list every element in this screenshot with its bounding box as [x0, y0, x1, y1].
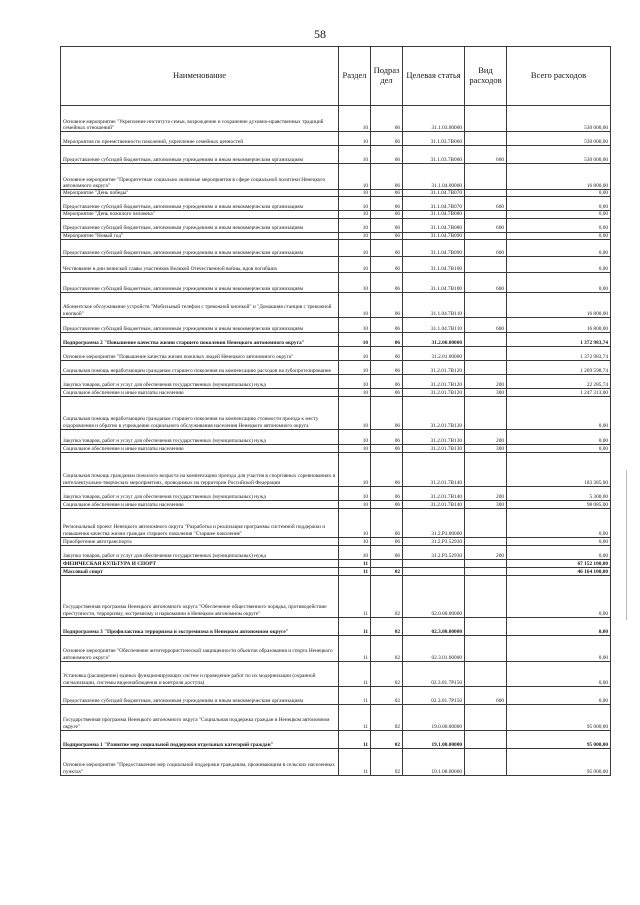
cell-section: 10	[339, 486, 371, 500]
cell-name: Основное мероприятие "Обеспечение антитеррористической защищенности объектов образования и спорта Ненецкого автономного округа"	[61, 635, 339, 661]
cell-subsection: 02	[371, 661, 403, 686]
cell-name: Социальная помощь неработающим гражданам старшего поколения на компенсацию расходов на зубопротезирование	[61, 360, 339, 374]
cell-total: 0,00	[507, 537, 611, 545]
cell-name: Социальная помощь неработающим гражданам старшего поколения на компенсацию стоимости проезда к месту оздоровления и обратно в учреждение социального обслуживания населения Ненецкого автономного округа	[61, 396, 339, 429]
cell-expense-type	[465, 190, 507, 197]
cell-target	[403, 559, 465, 567]
cell-subsection: 02	[371, 730, 403, 748]
table-row	[61, 500, 611, 508]
cell-target: 31.1.04.7В070	[403, 197, 465, 211]
cell-total: 0,00	[507, 239, 611, 256]
cell-target: 31.1.04.7В100	[403, 272, 465, 292]
cell-section: 10	[339, 429, 371, 444]
cell-section: 11	[339, 730, 371, 748]
cell-section: 10	[339, 197, 371, 211]
cell-total: 530 000,00	[507, 106, 611, 132]
cell-name: Предоставление субсидий бюджетным, автономным учреждениям и иным некоммерческим организациям	[61, 239, 339, 256]
cell-expense-type: 300	[465, 388, 507, 396]
cell-target: 31.2.01.7В140	[403, 500, 465, 508]
cell-expense-type	[465, 730, 507, 748]
table-row	[61, 360, 611, 374]
cell-subsection: 06	[371, 256, 403, 272]
cell-name: Мероприятие "День пожилого человека"	[61, 211, 339, 218]
cell-total: 103 385,00	[507, 452, 611, 486]
table-row	[61, 575, 611, 617]
header-total: Всего расходов	[507, 47, 611, 106]
cell-subsection: 02	[371, 686, 403, 704]
cell-target: 31.1.04.7В080	[403, 218, 465, 232]
cell-expense-type: 200	[465, 486, 507, 500]
header-name: Наименование	[61, 47, 339, 106]
cell-total: 0,00	[507, 617, 611, 635]
table-row	[61, 332, 611, 346]
cell-section: 10	[339, 132, 371, 146]
cell-total: 95 000,00	[507, 704, 611, 730]
cell-expense-type	[465, 537, 507, 545]
cell-section: 11	[339, 575, 371, 617]
cell-total: 98 085,00	[507, 500, 611, 508]
cell-subsection: 06	[371, 429, 403, 444]
cell-subsection: 06	[371, 486, 403, 500]
cell-total: 0,00	[507, 272, 611, 292]
cell-total: 0,00	[507, 635, 611, 661]
cell-expense-type	[465, 452, 507, 486]
table-row	[61, 146, 611, 164]
cell-subsection: 06	[371, 508, 403, 537]
cell-target: 31.2.01.7В130	[403, 429, 465, 444]
cell-target: 31.1.04.7В090	[403, 239, 465, 256]
cell-expense-type	[465, 292, 507, 317]
cell-section: 10	[339, 500, 371, 508]
cell-section: 10	[339, 292, 371, 317]
cell-total: 0,00	[507, 190, 611, 197]
table-row	[61, 232, 611, 239]
cell-expense-type	[465, 360, 507, 374]
cell-subsection: 06	[371, 537, 403, 545]
cell-expense-type: 600	[465, 317, 507, 332]
cell-subsection: 06	[371, 272, 403, 292]
table-row	[61, 452, 611, 486]
cell-subsection: 06	[371, 292, 403, 317]
cell-name: Массовый спорт	[61, 567, 339, 575]
cell-target: 31.1.04.00000	[403, 164, 465, 190]
cell-total: 95 000,00	[507, 730, 611, 748]
table-row	[61, 686, 611, 704]
cell-subsection: 06	[371, 164, 403, 190]
cell-expense-type: 200	[465, 374, 507, 388]
cell-expense-type: 600	[465, 272, 507, 292]
cell-subsection: 06	[371, 396, 403, 429]
cell-section: 11	[339, 567, 371, 575]
cell-section: 10	[339, 360, 371, 374]
table-row	[61, 346, 611, 360]
cell-total: 16 800,00	[507, 317, 611, 332]
cell-name: Основное мероприятие "Укрепление института семьи, возрождение и сохранение духовно-нравственных традиций семейных отношений"	[61, 106, 339, 132]
cell-expense-type	[465, 661, 507, 686]
cell-name: Установка (расширение) единых функционирующих систем и проведение работ по их модернизации (охранной сигнализации, системы видеонаблюдения и контроля доступа)	[61, 661, 339, 686]
cell-expense-type: 200	[465, 545, 507, 559]
cell-expense-type	[465, 617, 507, 635]
table-body	[61, 106, 611, 776]
cell-name: Предоставление субсидий бюджетным, автономным учреждениям и иным некоммерческим организациям	[61, 686, 339, 704]
cell-total: 22 285,74	[507, 374, 611, 388]
cell-subsection: 06	[371, 106, 403, 132]
cell-name: Основное мероприятие "Предоставление мер социальной поддержки гражданам, проживающим в сельских населенных пунктах"	[61, 748, 339, 775]
table-row	[61, 256, 611, 272]
cell-total: 16 800,00	[507, 292, 611, 317]
cell-total: 46 164 100,00	[507, 567, 611, 575]
cell-total: 0,00	[507, 429, 611, 444]
cell-target: 31.2.01.7В120	[403, 388, 465, 396]
cell-subsection: 02	[371, 575, 403, 617]
cell-total: 0,00	[507, 256, 611, 272]
cell-name: Подпрограмма 3 "Профилактика терроризма и экстремизма в Ненецком автономном округе"	[61, 617, 339, 635]
cell-subsection: 06	[371, 346, 403, 360]
cell-subsection: 06	[371, 317, 403, 332]
page-number: 58	[314, 27, 326, 41]
cell-subsection: 06	[371, 374, 403, 388]
cell-section: 10	[339, 317, 371, 332]
cell-subsection	[371, 559, 403, 567]
cell-name: Социальное обеспечение и иные выплаты населению	[61, 388, 339, 396]
cell-expense-type	[465, 164, 507, 190]
cell-expense-type	[465, 559, 507, 567]
cell-section: 10	[339, 146, 371, 164]
cell-expense-type	[465, 748, 507, 775]
cell-subsection: 06	[371, 146, 403, 164]
table-row	[61, 317, 611, 332]
cell-expense-type	[465, 635, 507, 661]
cell-subsection: 02	[371, 748, 403, 775]
cell-target: 31.1.04.7В070	[403, 190, 465, 197]
cell-name: Чествование в дни воинской славы участников Великой Отечественной войны, вдов погибших	[61, 256, 339, 272]
cell-expense-type	[465, 508, 507, 537]
cell-expense-type: 200	[465, 429, 507, 444]
cell-target: 19.1.08.00000	[403, 748, 465, 775]
cell-section: 10	[339, 332, 371, 346]
cell-section: 10	[339, 388, 371, 396]
cell-expense-type: 600	[465, 146, 507, 164]
cell-expense-type	[465, 396, 507, 429]
cell-expense-type	[465, 256, 507, 272]
cell-subsection: 06	[371, 211, 403, 218]
cell-section: 10	[339, 218, 371, 232]
cell-target: 31.2.01.7В130	[403, 444, 465, 452]
cell-target: 02.0.00.00000	[403, 575, 465, 617]
cell-name: Приобретение автотранспорта	[61, 537, 339, 545]
cell-target: 31.2.01.7В120	[403, 360, 465, 374]
cell-name: Основное мероприятие "Приоритетные социально значимые мероприятия в сфере социальной политики Ненецкого автономного округа"	[61, 164, 339, 190]
cell-subsection: 02	[371, 617, 403, 635]
cell-target: 02.3.00.00000	[403, 617, 465, 635]
cell-subsection: 02	[371, 567, 403, 575]
cell-subsection: 06	[371, 232, 403, 239]
cell-name: Закупка товаров, работ и услуг для обеспечения государственных (муниципальных) нужд	[61, 374, 339, 388]
cell-name: Закупка товаров, работ и услуг для обеспечения государственных (муниципальных) нужд	[61, 545, 339, 559]
cell-name: Предоставление субсидий бюджетным, автономным учреждениям и иным некоммерческим организациям	[61, 218, 339, 232]
cell-name: Подпрограмма 1 "Развитие мер социальной поддержки отдельных категорий граждан"	[61, 730, 339, 748]
cell-subsection: 06	[371, 197, 403, 211]
cell-expense-type	[465, 567, 507, 575]
cell-total: 1 269 598,74	[507, 360, 611, 374]
table-row	[61, 661, 611, 686]
cell-total: 0,00	[507, 545, 611, 559]
cell-target: 31.2.00.00000	[403, 332, 465, 346]
cell-name: Предоставление субсидий бюджетным, автономным учреждениям и иным некоммерческим организациям	[61, 317, 339, 332]
table-row	[61, 211, 611, 218]
cell-expense-type: 600	[465, 218, 507, 232]
cell-target: 31.1.04.7В090	[403, 232, 465, 239]
cell-subsection: 06	[371, 545, 403, 559]
budget-table	[60, 46, 611, 776]
cell-section: 10	[339, 256, 371, 272]
cell-expense-type	[465, 211, 507, 218]
cell-target: 31.1.04.7В080	[403, 211, 465, 218]
cell-total: 1 372 983,74	[507, 332, 611, 346]
cell-subsection: 06	[371, 218, 403, 232]
cell-total: 0,00	[507, 661, 611, 686]
cell-target: 31.2.01.7В140	[403, 486, 465, 500]
cell-target: 31.1.03.7В060	[403, 146, 465, 164]
cell-section: 11	[339, 748, 371, 775]
cell-name: Абонентское обслуживание устройств "Мобильный телефон с тревожной кнопкой" и "Домашняя станция с тревожной кнопкой"	[61, 292, 339, 317]
cell-subsection: 06	[371, 190, 403, 197]
cell-section: 11	[339, 686, 371, 704]
cell-expense-type	[465, 332, 507, 346]
cell-name: Предоставление субсидий бюджетным, автономным учреждениям и иным некоммерческим организациям	[61, 146, 339, 164]
cell-subsection: 06	[371, 500, 403, 508]
table-row	[61, 748, 611, 775]
cell-section: 10	[339, 211, 371, 218]
cell-subsection: 02	[371, 635, 403, 661]
header-target: Целевая статья	[403, 47, 465, 106]
cell-name: ФИЗИЧЕСКАЯ КУЛЬТУРА И СПОРТ	[61, 559, 339, 567]
cell-section: 10	[339, 106, 371, 132]
cell-subsection: 06	[371, 332, 403, 346]
cell-target: 31.1.04.7В110	[403, 317, 465, 332]
table-row	[61, 429, 611, 444]
cell-target: 02.3.01.00000	[403, 635, 465, 661]
cell-target: 31.2.01.7В130	[403, 396, 465, 429]
cell-subsection: 06	[371, 239, 403, 256]
cell-target: 31.2.Р3.52930	[403, 537, 465, 545]
cell-subsection: 06	[371, 388, 403, 396]
cell-target: 31.2.Р3.52930	[403, 545, 465, 559]
cell-target: 31.1.03.00000	[403, 106, 465, 132]
cell-name: Региональный проект Ненецкого автономного округа "Разработка и реализация программы системной поддержки и повышения качества жизни граждан старшего поколения "Старшее поколение"	[61, 508, 339, 537]
table-row	[61, 164, 611, 190]
cell-target: 02.3.01.7Р150	[403, 661, 465, 686]
cell-section: 10	[339, 272, 371, 292]
cell-section: 10	[339, 545, 371, 559]
cell-target: 31.2.01.00000	[403, 346, 465, 360]
cell-name: Социальная помощь гражданам пожилого возраста на компенсацию проезда для участия в спортивных соревнованиях и интеллектуально-творческих мероприятиях, проводимых на территории Российской Федерации	[61, 452, 339, 486]
cell-section: 11	[339, 704, 371, 730]
cell-name: Закупка товаров, работ и услуг для обеспечения государственных (муниципальных) нужд	[61, 429, 339, 444]
cell-total: 0,00	[507, 197, 611, 211]
cell-name: Мероприятие "Новый год"	[61, 232, 339, 239]
table-row	[61, 388, 611, 396]
cell-name: Социальное обеспечение и иные выплаты населению	[61, 444, 339, 452]
table-row	[61, 272, 611, 292]
cell-target: 19.0.00.00000	[403, 704, 465, 730]
cell-subsection: 06	[371, 452, 403, 486]
table-row	[61, 197, 611, 211]
cell-target: 02.3.01.7Р150	[403, 686, 465, 704]
table-row	[61, 617, 611, 635]
cell-section: 10	[339, 444, 371, 452]
cell-subsection: 06	[371, 132, 403, 146]
cell-target	[403, 567, 465, 575]
cell-section: 10	[339, 232, 371, 239]
cell-total: 0,00	[507, 218, 611, 232]
cell-total: 0,00	[507, 232, 611, 239]
cell-target: 31.2.01.7В140	[403, 452, 465, 486]
cell-expense-type	[465, 346, 507, 360]
cell-section: 11	[339, 559, 371, 567]
cell-section: 10	[339, 452, 371, 486]
cell-target: 31.2.Р3.00000	[403, 508, 465, 537]
cell-total: 0,00	[507, 444, 611, 452]
cell-name: Предоставление субсидий бюджетным, автономным учреждениям и иным некоммерческим организациям	[61, 197, 339, 211]
table-row	[61, 635, 611, 661]
cell-name: Основное мероприятие "Повышение качества жизни пожилых людей Ненецкого автономного округа"	[61, 346, 339, 360]
cell-section: 10	[339, 239, 371, 256]
cell-total: 1 247 313,00	[507, 388, 611, 396]
cell-expense-type	[465, 704, 507, 730]
cell-section: 10	[339, 374, 371, 388]
cell-target: 31.1.04.7В100	[403, 256, 465, 272]
cell-total: 530 000,00	[507, 146, 611, 164]
cell-total: 0,00	[507, 211, 611, 218]
table-row	[61, 374, 611, 388]
cell-expense-type	[465, 232, 507, 239]
cell-target: 31.1.04.7В110	[403, 292, 465, 317]
header-expense-type: Вид расходов	[465, 47, 507, 106]
cell-section: 10	[339, 164, 371, 190]
table-row	[61, 559, 611, 567]
cell-total: 5 300,00	[507, 486, 611, 500]
cell-total: 530 000,00	[507, 132, 611, 146]
table-row	[61, 567, 611, 575]
scan-mark	[626, 470, 627, 620]
table-row	[61, 106, 611, 132]
header-subsection: Подраз дел	[371, 47, 403, 106]
cell-name: Государственная программа Ненецкого автономного округа "Социальная поддержка граждан в Ненецком автономном округе"	[61, 704, 339, 730]
table-row	[61, 396, 611, 429]
cell-section: 11	[339, 661, 371, 686]
table-row	[61, 444, 611, 452]
cell-name: Предоставление субсидий бюджетным, автономным учреждениям и иным некоммерческим организациям	[61, 272, 339, 292]
cell-target: 19.1.00.00000	[403, 730, 465, 748]
cell-subsection: 06	[371, 360, 403, 374]
cell-section: 10	[339, 190, 371, 197]
cell-expense-type: 600	[465, 239, 507, 256]
cell-section: 11	[339, 617, 371, 635]
cell-name: Мероприятие "День победы"	[61, 190, 339, 197]
table-row	[61, 537, 611, 545]
cell-section: 10	[339, 537, 371, 545]
cell-total: 0,00	[507, 508, 611, 537]
cell-total: 0,00	[507, 396, 611, 429]
table-row	[61, 132, 611, 146]
table-row	[61, 704, 611, 730]
cell-section: 10	[339, 508, 371, 537]
cell-name: Закупка товаров, работ и услуг для обеспечения государственных (муниципальных) нужд	[61, 486, 339, 500]
table-row	[61, 190, 611, 197]
table-row	[61, 730, 611, 748]
cell-name: Государственная программа Ненецкого автономного округа "Обеспечение общественного порядка, противодействие преступности, терроризму, экстремизму и наркомании в Ненецком автономном округе"	[61, 575, 339, 617]
cell-section: 10	[339, 396, 371, 429]
table-row	[61, 486, 611, 500]
cell-expense-type: 300	[465, 500, 507, 508]
table-header-row	[61, 47, 611, 106]
cell-target: 31.1.03.7В060	[403, 132, 465, 146]
cell-expense-type	[465, 575, 507, 617]
cell-subsection: 06	[371, 444, 403, 452]
cell-total: 16 800,00	[507, 164, 611, 190]
cell-section: 10	[339, 346, 371, 360]
cell-expense-type	[465, 132, 507, 146]
cell-section: 11	[339, 635, 371, 661]
cell-total: 67 152 100,00	[507, 559, 611, 567]
cell-name: Социальное обеспечение и иные выплаты населению	[61, 500, 339, 508]
cell-total: 95 000,00	[507, 748, 611, 775]
cell-expense-type: 600	[465, 197, 507, 211]
table-row	[61, 508, 611, 537]
table-row	[61, 218, 611, 232]
cell-total: 0,00	[507, 686, 611, 704]
cell-subsection: 02	[371, 704, 403, 730]
header-section: Раздел	[339, 47, 371, 106]
cell-name: Подпрограмма 2 "Повышение качества жизни старшего поколения Ненецкого автономного округа"	[61, 332, 339, 346]
cell-total: 1 372 983,74	[507, 346, 611, 360]
table-row	[61, 292, 611, 317]
table-row	[61, 545, 611, 559]
cell-name: Мероприятия по преемственности поколений, укрепление семейных ценностей	[61, 132, 339, 146]
table-row	[61, 239, 611, 256]
cell-expense-type: 300	[465, 444, 507, 452]
cell-total: 0,00	[507, 575, 611, 617]
cell-target: 31.2.01.7В120	[403, 374, 465, 388]
cell-expense-type	[465, 106, 507, 132]
cell-expense-type: 600	[465, 686, 507, 704]
